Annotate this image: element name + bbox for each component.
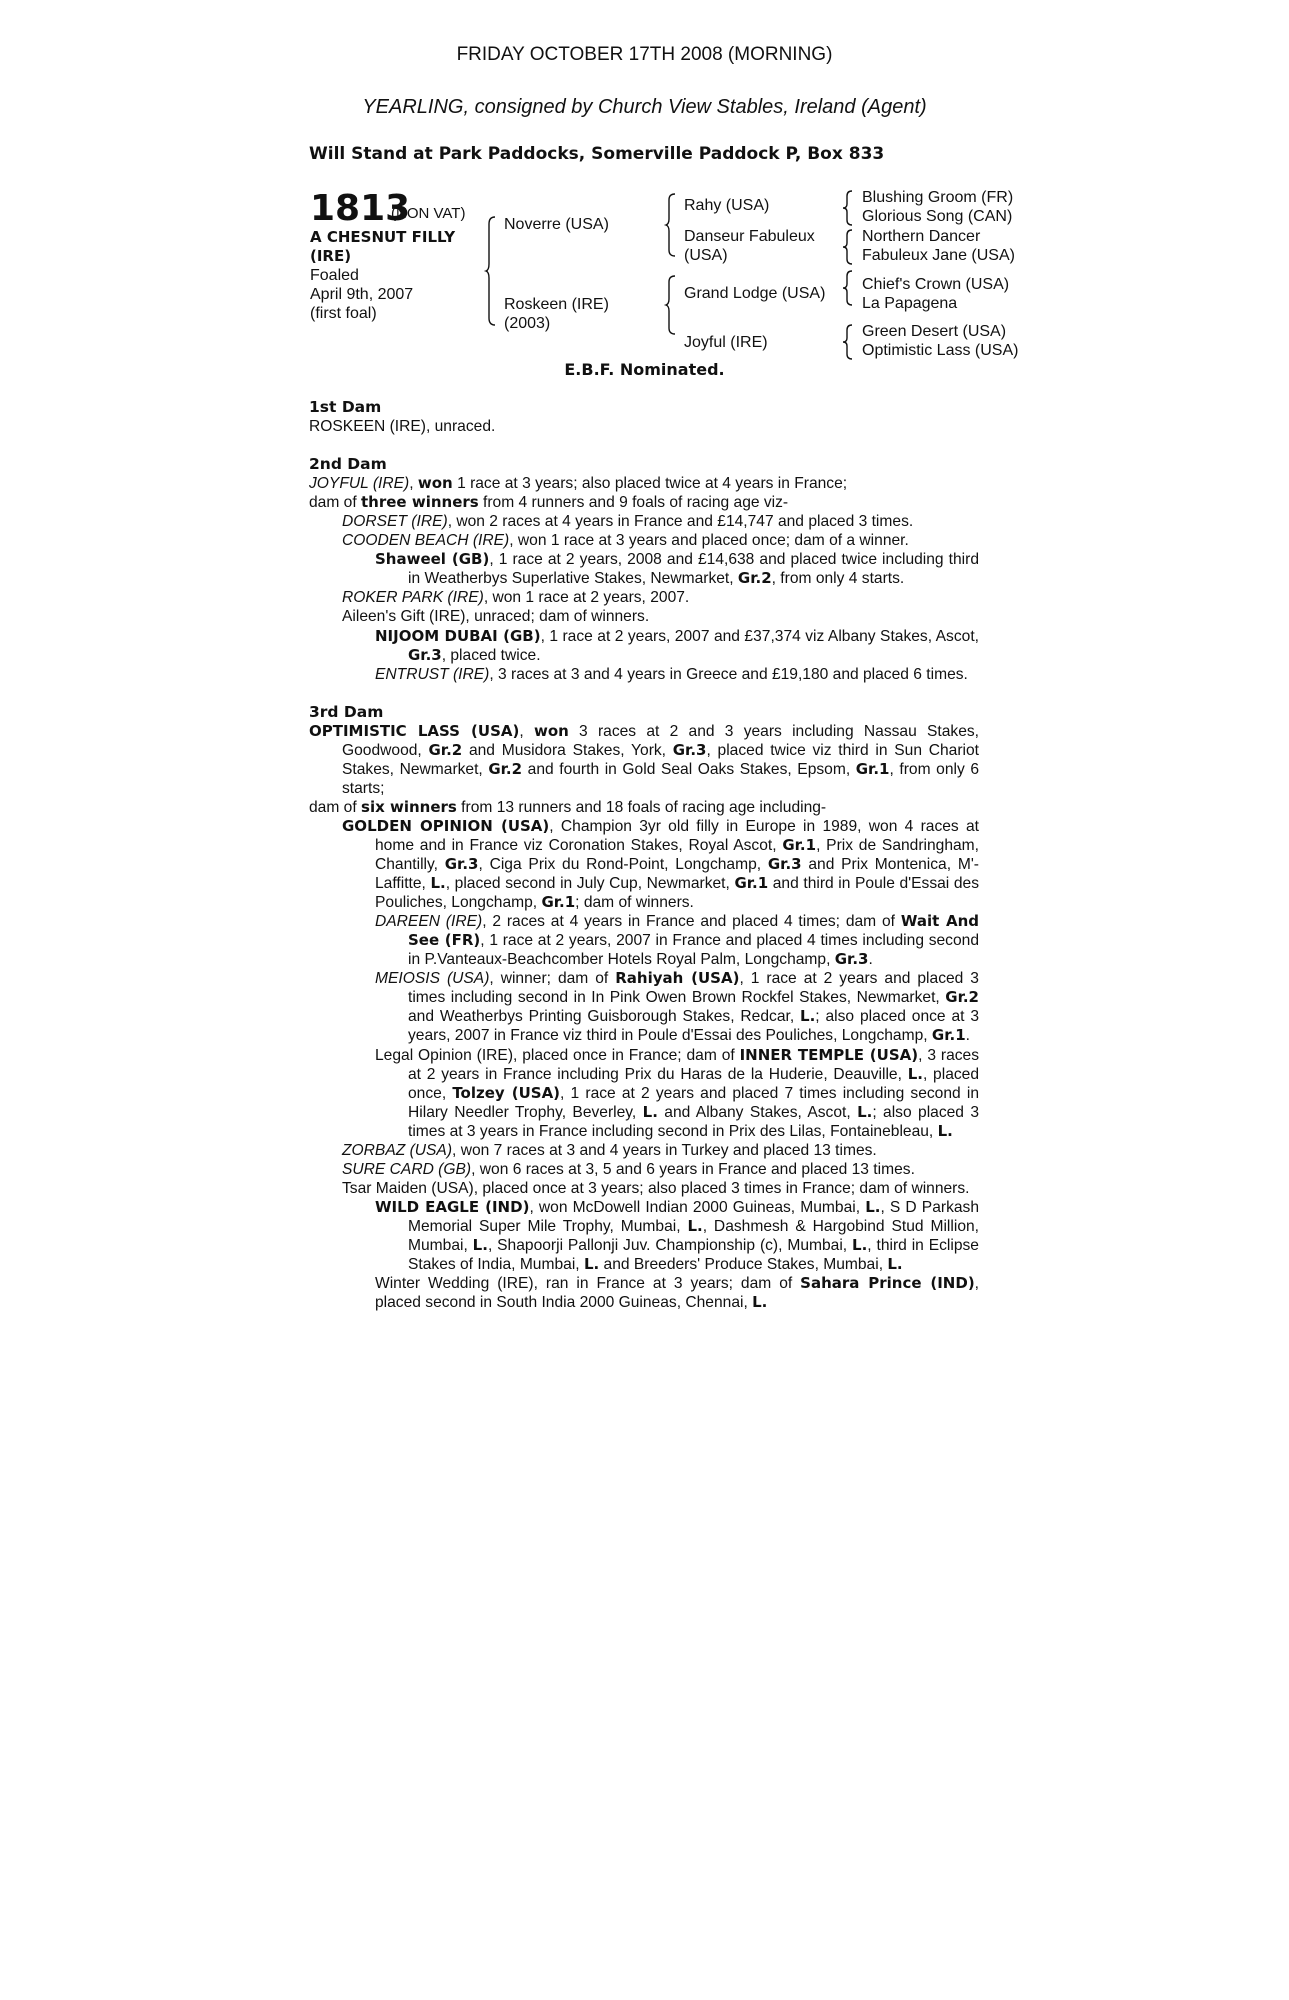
produce-entry: Tsar Maiden (USA), placed once at 3 years; also placed 3 times in France; dam of winners.: [342, 1179, 970, 1197]
produce-entry: Legal Opinion (IRE), placed once in France; dam of INNER TEMPLE (USA), 3 races at 2 years in France including Prix du Haras de la Huderie, Deauville, L., placed once, Tolzey (USA), 1 race at 2 years and placed 7 times including second in Hilary Needler Trophy, Beverley, L. and Albany Stakes, Ascot, L.; also placed 3 times at 3 years in France including second in Prix des Lilas, Fontainebleau, L.: [375, 1045, 980, 1140]
produce-entry: DAREEN (IRE), 2 races at 4 years in France and placed 4 times; dam of Wait And See (FR), 1 race at 2 years, 2007 in France and placed 4 times including second in P.Vanteaux-Beachcomber Hotels Royal Palm, Longchamp, Gr.3.: [375, 912, 979, 969]
catalogue-body: [309, 398, 979, 1312]
grade-label: Gr.2: [488, 759, 523, 778]
second-dam-line: JOYFUL (IRE), won 1 race at 3 years; also placed twice at 4 years in France;: [309, 474, 848, 493]
foal-note: (first foal): [310, 305, 377, 322]
pedigree-gg5: Chief's Crown (USA): [862, 276, 1010, 293]
produce-entry: ZORBAZ (USA), won 7 races at 3 and 4 years in Turkey and placed 13 times.: [342, 1141, 877, 1159]
horse-name: SURE CARD (GB): [342, 1160, 472, 1178]
pedigree-sire-dam: Danseur Fabuleux: [684, 228, 815, 245]
grade-label: Gr.3: [408, 645, 442, 664]
lot-description: A CHESNUT FILLY: [310, 228, 456, 246]
pedigree-gg7: Green Desert (USA): [862, 323, 1007, 340]
produce-entry: GOLDEN OPINION (USA), Champion 3yr old filly in Europe in 1989, won 4 races at home and in France viz Coronation Stakes, Royal Ascot, Gr.1, Prix de Sandringham, Chantilly, Gr.3, Ciga Prix du Rond-Point, Longchamp, Gr.3 and Prix Montenica, M'-Laffitte, L., placed second in July Cup, Newmarket, Gr.1 and third in Poule d'Essai des Pouliches, Longchamp, Gr.1; dam of winners.: [342, 816, 980, 912]
grade-label: Gr.3: [672, 740, 707, 759]
horse-name: ROKER PARK (IRE): [342, 589, 484, 607]
foaled-label: Foaled: [310, 267, 359, 284]
grade-label: L.: [583, 1255, 600, 1274]
produce-entry: NIJOOM DUBAI (GB), 1 race at 2 years, 2007 and £37,374 viz Albany Stakes, Ascot, Gr.3, placed twice.: [375, 626, 979, 664]
grade-label: L.: [865, 1197, 881, 1216]
won-label: won: [533, 721, 569, 740]
pedigree-gg3: Northern Dancer: [862, 228, 981, 245]
grade-label: Gr.3: [767, 855, 802, 874]
vat-status: (NON VAT): [391, 205, 466, 222]
grade-label: L.: [430, 874, 446, 893]
grade-label: L.: [687, 1216, 703, 1235]
pedigree-gg8: Optimistic Lass (USA): [862, 342, 1019, 359]
lot-description-country: (IRE): [310, 247, 352, 265]
grade-label: Gr.2: [945, 988, 979, 1007]
grade-label: L.: [852, 1235, 868, 1254]
third-dam-heading: 3rd Dam: [309, 702, 384, 721]
grade-label: Gr.3: [834, 950, 869, 969]
horse-name: MEIOSIS (USA): [375, 970, 490, 988]
winner-count: three winners: [361, 493, 479, 512]
produce-entry: COODEN BEACH (IRE), won 1 race at 3 years and placed once; dam of a winner.: [342, 532, 909, 550]
grade-label: Gr.3: [444, 855, 479, 874]
pedigree-gg2: Glorious Song (CAN): [862, 208, 1013, 225]
horse-name: Wait And See (FR): [408, 912, 979, 950]
pedigree-sire-sire: Rahy (USA): [684, 197, 770, 214]
pedigree-gg1: Blushing Groom (FR): [862, 189, 1014, 206]
grade-label: Gr.1: [855, 759, 890, 778]
grade-label: L.: [642, 1102, 658, 1121]
grade-label: Gr.1: [734, 874, 769, 893]
pedigree-brace-g2: [843, 229, 853, 265]
grade-label: L.: [857, 1102, 873, 1121]
horse-name: GOLDEN OPINION (USA): [342, 816, 550, 835]
winner-count: six winners: [361, 797, 457, 816]
horse-name: ZORBAZ (USA): [342, 1141, 453, 1159]
pedigree-dam-year: (2003): [504, 315, 551, 332]
pedigree-brace-sire: [666, 193, 676, 257]
lot-number: 1813: [310, 188, 411, 229]
first-dam-text: ROSKEEN (IRE), unraced.: [309, 418, 496, 436]
horse-name: Tolzey (USA): [452, 1083, 561, 1102]
grade-label: Gr.1: [931, 1026, 966, 1045]
sale-date: FRIDAY OCTOBER 17TH 2008 (MORNING): [456, 44, 833, 65]
grade-label: Gr.2: [428, 740, 463, 759]
produce-entry: MEIOSIS (USA), winner; dam of Rahiyah (USA), 1 race at 2 years and placed 3 times including second in In Pink Owen Brown Rockfel Stakes, Newmarket, Gr.2 and Weatherbys Printing Guisborough Stakes, Redcar, L.; also placed once at 3 years, 2007 in France viz third in Poule d'Essai des Pouliches, Longchamp, Gr.1.: [375, 969, 979, 1045]
produce-entry: Aileen's Gift (IRE), unraced; dam of winners.: [342, 608, 650, 626]
horse-name: NIJOOM DUBAI (GB): [375, 626, 541, 645]
horse-name: COODEN BEACH (IRE): [342, 532, 510, 550]
pedigree-dam-sire: Grand Lodge (USA): [684, 285, 826, 302]
horse-name: DAREEN (IRE): [375, 913, 483, 931]
horse-name: Rahiyah (USA): [615, 969, 740, 988]
won-label: won: [417, 474, 453, 493]
grade-label: L.: [887, 1255, 903, 1274]
grade-label: Gr.1: [541, 893, 576, 912]
pedigree-sire-dam-country: (USA): [684, 247, 728, 264]
grade-label: L.: [752, 1293, 768, 1312]
pedigree-brace-main: [486, 216, 496, 326]
grade-label: L.: [937, 1121, 953, 1140]
horse-name: OPTIMISTIC LASS (USA): [309, 721, 520, 740]
horse-name: JOYFUL (IRE): [309, 475, 410, 493]
pedigree-gg4: Fabuleux Jane (USA): [862, 247, 1015, 264]
horse-name: INNER TEMPLE (USA): [739, 1045, 919, 1064]
horse-name: ENTRUST (IRE): [375, 665, 490, 683]
second-dam-produce: dam of three winners from 4 runners and 9 foals of racing age viz-: [309, 493, 789, 512]
grade-label: Gr.2: [737, 569, 772, 588]
second-dam-heading: 2nd Dam: [309, 455, 387, 474]
pedigree-dam-dam: Joyful (IRE): [684, 334, 768, 351]
pedigree-brace-g4: [843, 324, 853, 360]
horse-name: DORSET (IRE): [342, 513, 448, 531]
produce-entry: WILD EAGLE (IND), won McDowell Indian 2000 Guineas, Mumbai, L., S D Parkash Memorial Super Mile Trophy, Mumbai, L., Dashmesh & Hargobind Stud Million, Mumbai, L., Shapoorji Pallonji Juv. Championship (c), Mumbai, L., third in Eclipse Stakes of India, Mumbai, L. and Breeders' Produce Stakes, Mumbai, L.: [375, 1197, 980, 1274]
pedigree-gg6: La Papagena: [862, 295, 958, 312]
grade-label: L.: [907, 1064, 923, 1083]
produce-entry: Shaweel (GB), 1 race at 2 years, 2008 and £14,638 and placed twice including third in Weatherbys Superlative Stakes, Newmarket, Gr.2, from only 4 starts.: [375, 550, 979, 588]
pedigree-brace-dam: [666, 275, 676, 335]
first-dam-heading: 1st Dam: [309, 398, 382, 416]
pedigree-brace-g1: [843, 190, 853, 226]
foaled-date: April 9th, 2007: [310, 286, 414, 303]
produce-entry: SURE CARD (GB), won 6 races at 3, 5 and 6 years in France and placed 13 times.: [342, 1160, 915, 1178]
pedigree-brace-g3: [843, 270, 853, 306]
grade-label: L.: [472, 1235, 488, 1254]
horse-name: Sahara Prince (IND): [800, 1274, 975, 1293]
ebf-nomination: E.B.F. Nominated.: [564, 360, 725, 379]
produce-entry: ROKER PARK (IRE), won 1 race at 2 years, 2007.: [342, 589, 690, 607]
produce-entry: ENTRUST (IRE), 3 races at 3 and 4 years in Greece and £19,180 and placed 6 times.: [375, 665, 968, 683]
consignment-line: YEARLING, consigned by Church View Stables, Ireland (Agent): [362, 96, 927, 118]
stand-location: Will Stand at Park Paddocks, Somerville Paddock P, Box 833: [309, 144, 885, 164]
produce-entry: Winter Wedding (IRE), ran in France at 3 years; dam of Sahara Prince (IND), placed second in South India 2000 Guineas, Chennai, L.: [375, 1274, 980, 1312]
pedigree-sire: Noverre (USA): [504, 216, 609, 233]
third-dam-line: OPTIMISTIC LASS (USA), won 3 races at 2 and 3 years including Nassau Stakes, Goodwood, Gr.2 and Musidora Stakes, York, Gr.3, placed twice viz third in Sun Chariot Stakes, Newmarket, Gr.2 and fourth in Gold Seal Oaks Stakes, Epsom, Gr.1, from only 6 starts;: [309, 721, 980, 797]
horse-name: Shaweel (GB): [375, 550, 490, 569]
pedigree-dam: Roskeen (IRE): [504, 296, 609, 313]
grade-label: L.: [800, 1007, 816, 1026]
produce-entry: DORSET (IRE), won 2 races at 4 years in France and £14,747 and placed 3 times.: [342, 513, 914, 531]
grade-label: Gr.1: [782, 835, 817, 854]
third-dam-produce: dam of six winners from 13 runners and 18 foals of racing age including-: [309, 797, 827, 816]
horse-name: WILD EAGLE (IND): [375, 1197, 530, 1216]
